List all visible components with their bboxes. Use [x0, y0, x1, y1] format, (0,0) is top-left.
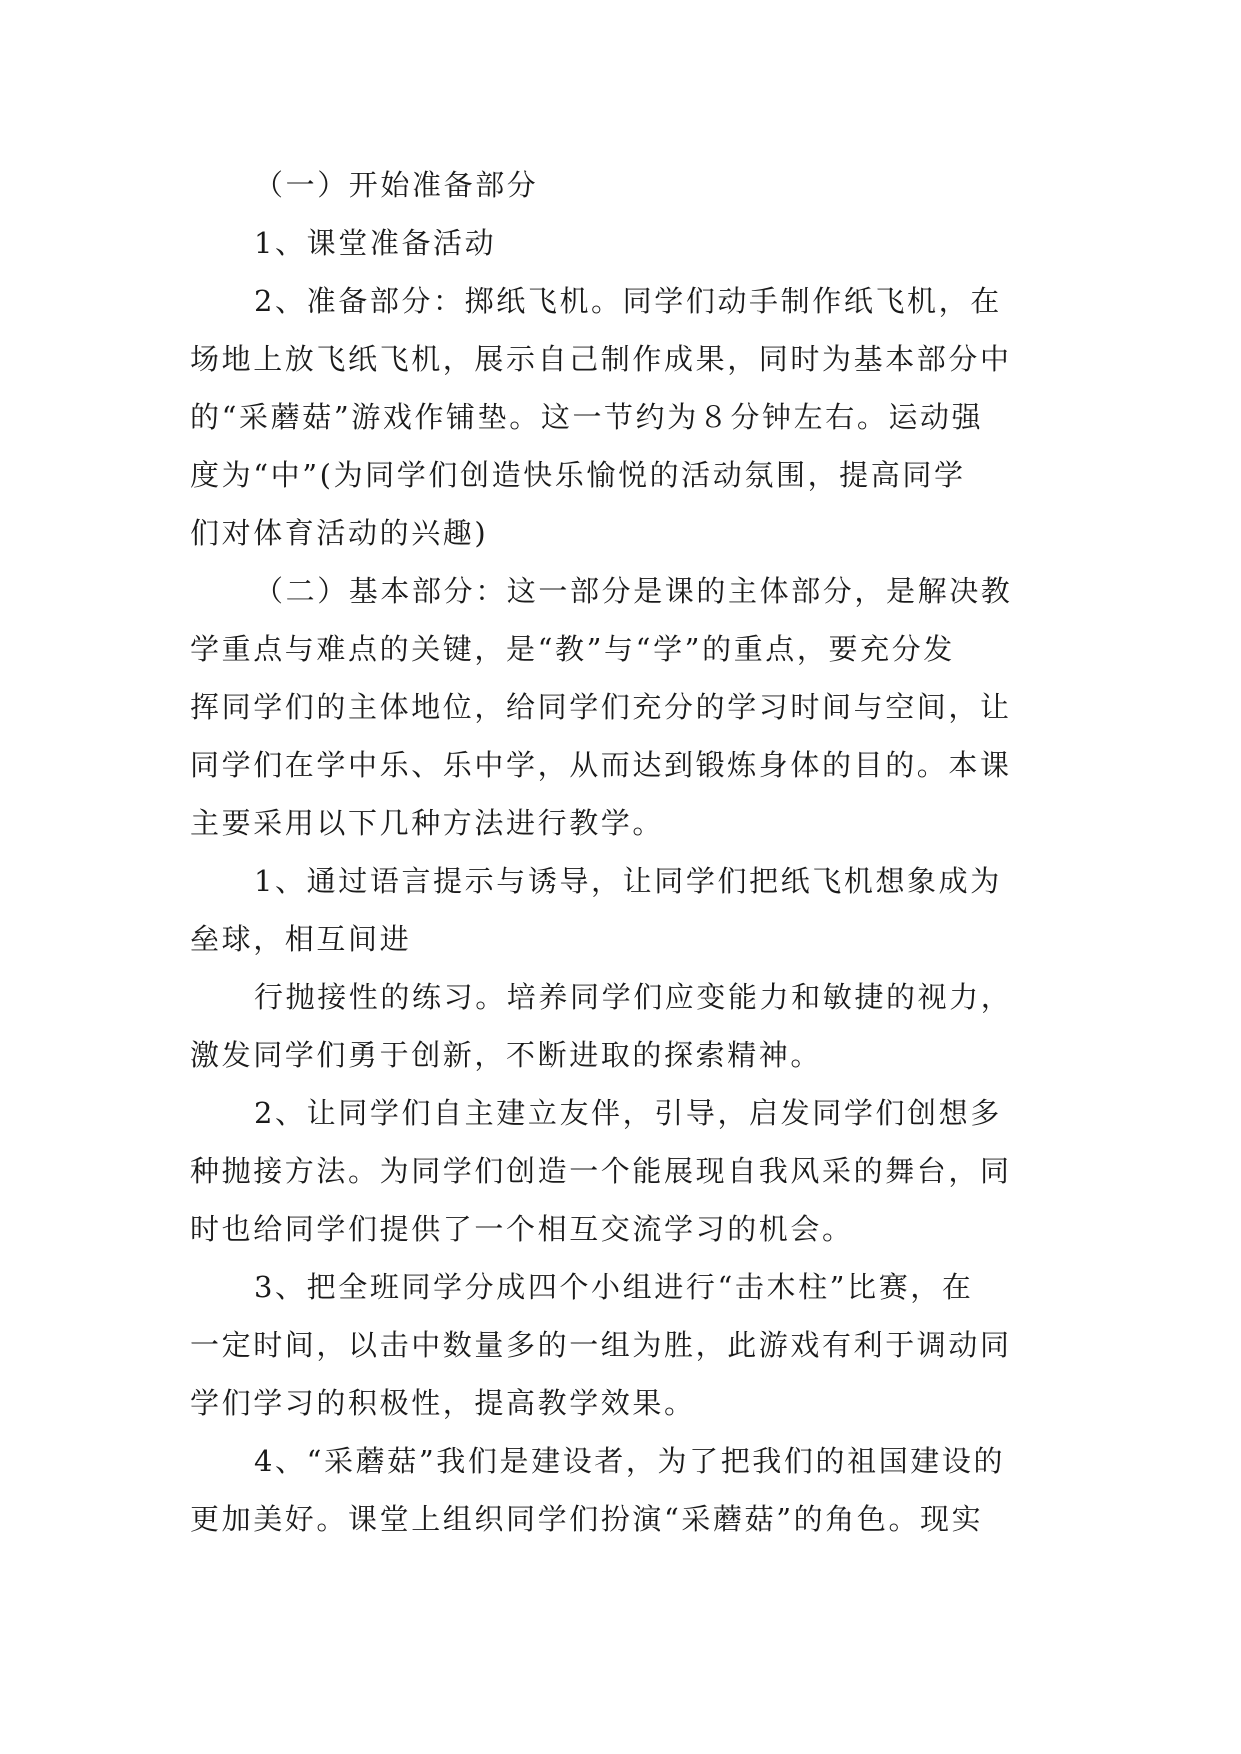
paragraph-line: 主要采用以下几种方法进行教学。 [190, 806, 665, 840]
paragraph-line: 同学们在学中乐、乐中学，从而达到锻炼身体的目的。本课 [190, 748, 1012, 782]
list-item-class-prep: 1、课堂准备活动 [254, 226, 497, 260]
paragraph-line: 场地上放飞纸飞机，展示自己制作成果，同时为基本部分中 [190, 342, 1012, 376]
paragraph-line: 学们学习的积极性，提高教学效果。 [190, 1386, 696, 1420]
paragraph-line: 种抛接方法。为同学们创造一个能展现自我风采的舞台，同 [190, 1154, 1012, 1188]
paragraph-line: 学重点与难点的关键，是“教”与“学”的重点，要充分发 [190, 632, 955, 666]
paragraph-line: 一定时间，以击中数量多的一组为胜，此游戏有利于调动同 [190, 1328, 1012, 1362]
paragraph-line: 1、通过语言提示与诱导，让同学们把纸飞机想象成为 [254, 864, 1002, 898]
paragraph-line: 更加美好。课堂上组织同学们扮演“采蘑菇”的角色。现实 [190, 1502, 984, 1536]
paragraph-line: 垒球，相互间进 [190, 922, 412, 956]
paragraph-line: 4、“采蘑菇”我们是建设者，为了把我们的祖国建设的 [254, 1444, 1006, 1478]
paragraph-line: 时也给同学们提供了一个相互交流学习的机会。 [190, 1212, 854, 1246]
paragraph-line: 3、把全班同学分成四个小组进行“击木柱”比赛，在 [254, 1270, 974, 1304]
paragraph-line: 的“采蘑菇”游戏作铺垫。这一节约为８分钟左右。运动强 [190, 400, 984, 434]
section-heading-basic: （二）基本部分：这一部分是课的主体部分，是解决教 [254, 574, 1013, 608]
paragraph-line: 度为“中”(为同学们创造快乐愉悦的活动氛围，提高同学 [190, 458, 966, 492]
document-body [190, 156, 1062, 1548]
section-heading-start-prep: （一）开始准备部分 [254, 168, 539, 202]
paragraph-line: 2、让同学们自主建立友伴，引导，启发同学们创想多 [254, 1096, 1002, 1130]
paragraph-line: 们对体育活动的兴趣) [190, 516, 489, 550]
paragraph-line: 挥同学们的主体地位，给同学们充分的学习时间与空间，让 [190, 690, 1012, 724]
paragraph-line: 激发同学们勇于创新，不断进取的探索精神。 [190, 1038, 823, 1072]
paragraph-line: 行抛接性的练习。培养同学们应变能力和敏捷的视力， [254, 980, 1013, 1014]
paragraph-line: 2、准备部分：掷纸飞机。同学们动手制作纸飞机，在 [254, 284, 1002, 318]
